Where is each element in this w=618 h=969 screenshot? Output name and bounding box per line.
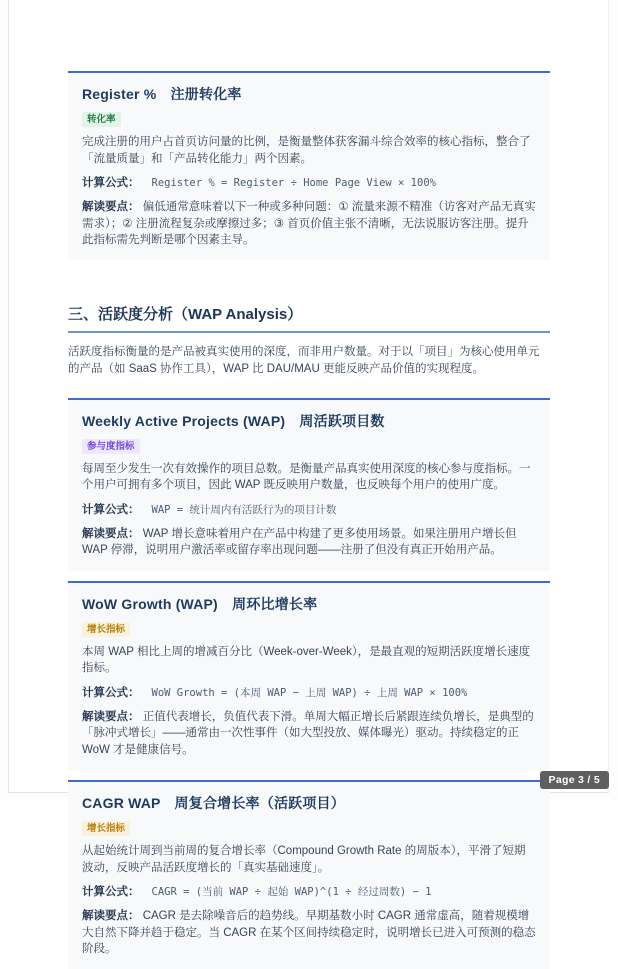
metric-card-cagr-wap bbox=[68, 780, 550, 969]
formula-line bbox=[82, 884, 536, 900]
points-text: CAGR 是去除噪音后的趋势线。早期基数小时 CAGR 通常虚高，随着规模增大自然下降并趋于稳定。当 CAGR 在某个区间持续稳定时，说明增长已进入可预测的稳态阶段。 bbox=[82, 910, 536, 956]
category-badge: 参与度指标 bbox=[82, 439, 140, 454]
formula-label: 计算公式： bbox=[82, 886, 140, 899]
formula-text: Register % = Register ÷ Home Page View × 100% bbox=[151, 177, 436, 190]
card-title: Weekly Active Projects (WAP) 周活跃项目数 bbox=[82, 412, 385, 429]
card-title: WoW Growth (WAP) 周环比增长率 bbox=[82, 595, 318, 612]
card-description: 从起始统计周到当前周的复合增长率（Compound Growth Rate 的周版本），平滑了短期波动，反映产品活跃度增长的「真实基础速度」。 bbox=[82, 845, 526, 874]
formula-text: CAGR = (当前 WAP ÷ 起始 WAP)^(1 ÷ 经过周数) − 1 bbox=[151, 886, 432, 899]
badge-row bbox=[82, 436, 536, 461]
page-indicator-badge: Page 3 / 5 bbox=[540, 771, 609, 789]
points-text: 偏低通常意味着以下一种或多种问题：① 流量来源不精准（访客对产品无真实需求）；② 注册流程复杂或摩擦过多；③ 首页价值主张不清晰，无法说服访客注册。提升此指标需先判断是哪个因素主导。 bbox=[82, 201, 536, 247]
formula-text: WAP = 统计周内有活跃行为的项目计数 bbox=[151, 503, 337, 516]
formula-line bbox=[82, 685, 536, 701]
section-heading: 三、活跃度分析（WAP Analysis） bbox=[68, 303, 550, 333]
card-title: Register % 注册转化率 bbox=[82, 86, 242, 102]
badge-row bbox=[82, 109, 536, 134]
metric-card-wow-growth bbox=[68, 581, 550, 770]
page-content bbox=[9, 0, 608, 969]
formula-label: 计算公式： bbox=[82, 177, 140, 190]
document-page bbox=[8, 0, 609, 956]
points-line bbox=[82, 709, 536, 758]
category-badge: 转化率 bbox=[82, 112, 121, 127]
formula-label: 计算公式： bbox=[82, 503, 140, 516]
points-label: 解读要点： bbox=[82, 711, 140, 724]
formula-line bbox=[82, 175, 536, 191]
badge-row bbox=[82, 818, 536, 843]
points-line bbox=[82, 526, 536, 559]
formula-line bbox=[82, 502, 536, 518]
points-text: 正值代表增长，负值代表下滑。单周大幅正增长后紧跟连续负增长，是典型的「脉冲式增长」——通常由一次性事件（如大型投放、媒体曝光）驱动。持续稳定的正 WoW 才是健康信号。 bbox=[82, 711, 534, 756]
formula-text: WoW Growth = (本周 WAP − 上周 WAP) ÷ 上周 WAP × 100% bbox=[151, 686, 468, 699]
formula-label: 计算公式： bbox=[82, 686, 140, 699]
metric-card-wap bbox=[68, 398, 550, 571]
card-description: 每周至少发生一次有效操作的项目总数。是衡量产品真实使用深度的核心参与度指标。一个用户可拥有多个项目，因此 WAP 既反映用户数量，也反映每个用户的使用广度。 bbox=[82, 463, 531, 492]
card-description: 完成注册的用户占首页访问量的比例，是衡量整体获客漏斗综合效率的核心指标，整合了「流量质量」和「产品转化能力」两个因素。 bbox=[82, 136, 531, 165]
category-badge: 增长指标 bbox=[82, 622, 130, 637]
card-title: CAGR WAP 周复合增长率（活跃项目） bbox=[82, 795, 345, 812]
category-badge: 增长指标 bbox=[82, 821, 130, 836]
card-description: 本周 WAP 相比上周的增减百分比（Week-over-Week），是最直观的短期活跃度增长速度指标。 bbox=[82, 646, 531, 675]
metric-card-register bbox=[68, 71, 550, 260]
badge-row bbox=[82, 619, 536, 644]
points-text: WAP 增长意味着用户在产品中构建了更多使用场景。如果注册用户增长但 WAP 停滞，说明用户激活率或留存率出现问题——注册了但没有真正开始用产品。 bbox=[82, 528, 517, 557]
section-intro: 活跃度指标衡量的是产品被真实使用的深度，而非用户数量。对于以「项目」为核心使用单元的产品（如 SaaS 协作工具），WAP 比 DAU/MAU 更能反映产品价值的实现程度。 bbox=[68, 346, 540, 376]
points-label: 解读要点： bbox=[82, 201, 140, 214]
points-label: 解读要点： bbox=[82, 910, 140, 923]
points-label: 解读要点： bbox=[82, 528, 140, 541]
points-line bbox=[82, 908, 536, 957]
points-line bbox=[82, 199, 536, 248]
